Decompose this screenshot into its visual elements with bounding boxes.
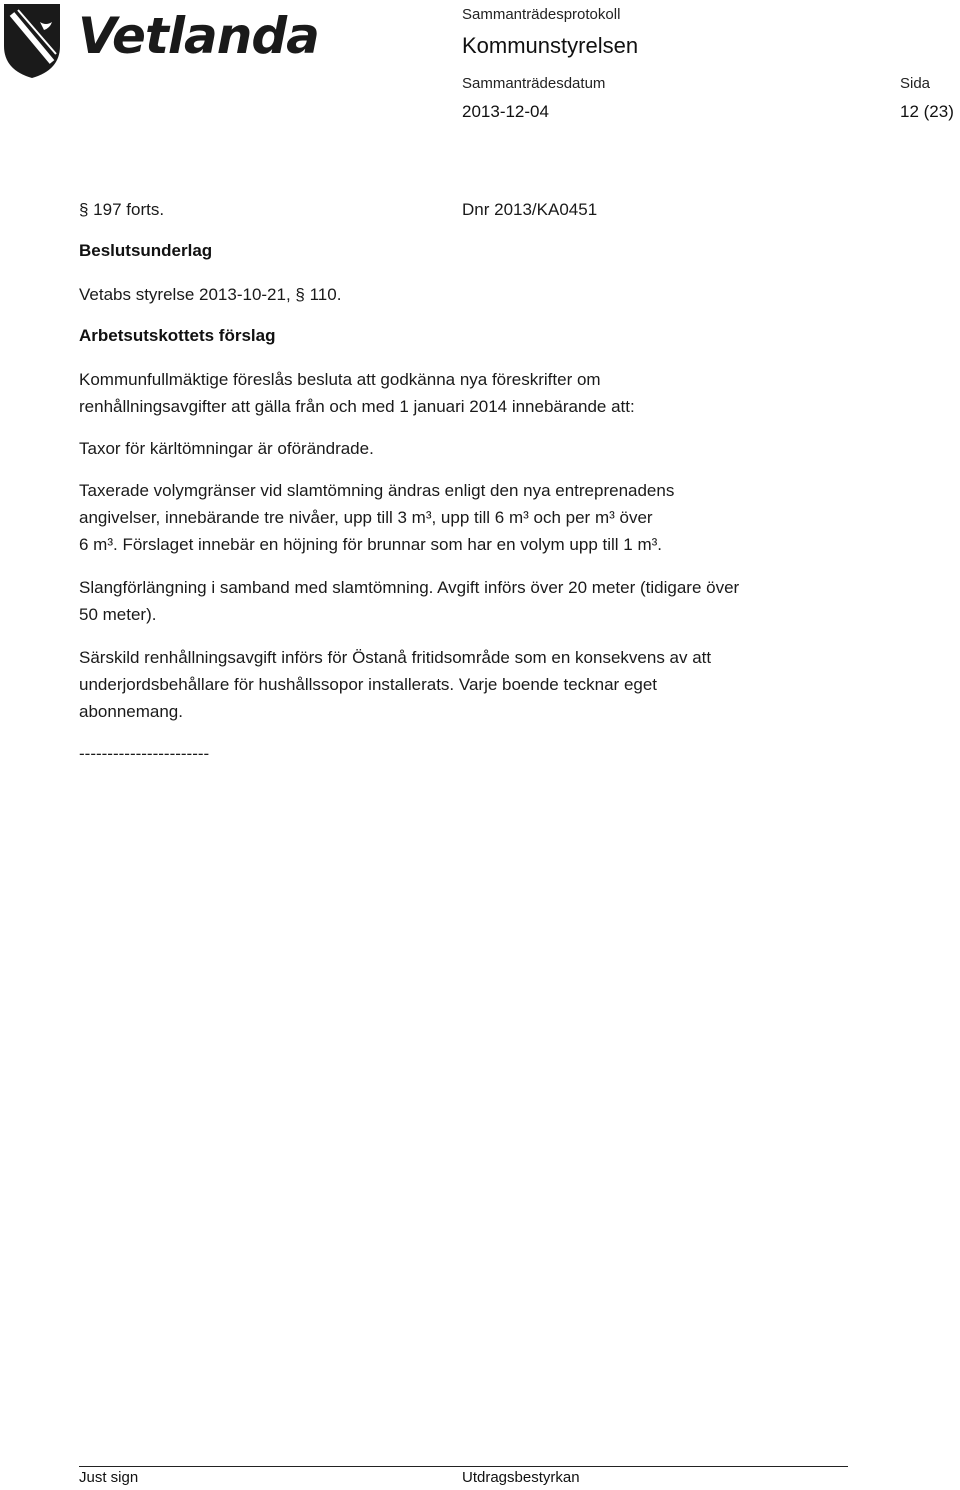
item-sludge	[79, 477, 879, 558]
separator: -----------------------	[79, 744, 210, 763]
utdragsbestyrkan: Utdragsbestyrkan	[462, 1469, 580, 1486]
item-line: Taxerade volymgränser vid slamtömning ändras enligt den nya entreprenadens	[79, 481, 675, 500]
item-line: underjordsbehållare för hushållssopor installerats. Varje boende tecknar eget	[79, 675, 658, 694]
page-label: Sida	[900, 75, 931, 92]
coat-of-arms-icon	[4, 4, 60, 78]
logo-wordmark: Vetlanda	[78, 7, 319, 65]
item-line: angivelser, innebärande tre nivåer, upp till 3 m³, upp till 6 m³ och per m³ över	[79, 508, 653, 527]
item-ostana	[79, 644, 879, 725]
doc-type: Sammanträdesprotokoll	[462, 6, 621, 23]
item-line: 6 m³. Förslaget innebär en höjning för brunnar som har en volym upp till 1 m³.	[79, 535, 662, 554]
dnr: Dnr 2013/KA0451	[462, 200, 598, 219]
meeting-date: 2013-12-04	[462, 102, 549, 121]
item-line: Taxor för kärltömningar är oförändrade.	[79, 439, 374, 458]
item-line: Särskild renhållningsavgift införs för Östanå fritidsområde som en konsekvens av att	[79, 648, 712, 667]
heading-proposal: Arbetsutskottets förslag	[79, 326, 276, 345]
paragraph-ref: § 197 forts.	[79, 200, 165, 219]
item-line: Slangförlängning i samband med slamtömning. Avgift införs över 20 meter (tidigare över	[79, 578, 740, 597]
heading-basis: Beslutsunderlag	[79, 241, 213, 260]
proposal-line: Kommunfullmäktige föreslås besluta att godkänna nya föreskrifter om	[79, 370, 601, 389]
item-bins	[79, 435, 879, 462]
body-name: Kommunstyrelsen	[462, 33, 639, 58]
date-label: Sammanträdesdatum	[462, 75, 606, 92]
item-line: abonnemang.	[79, 702, 183, 721]
just-sign: Just sign	[79, 1469, 139, 1486]
page-number: 12 (23)	[900, 102, 954, 121]
basis-text: Vetabs styrelse 2013-10-21, § 110.	[79, 285, 342, 304]
item-line: 50 meter).	[79, 605, 157, 624]
footer-divider	[79, 1466, 848, 1467]
item-hose	[79, 574, 879, 628]
proposal-line: renhållningsavgifter att gälla från och med 1 januari 2014 innebärande att:	[79, 397, 635, 416]
proposal-text	[79, 366, 879, 420]
